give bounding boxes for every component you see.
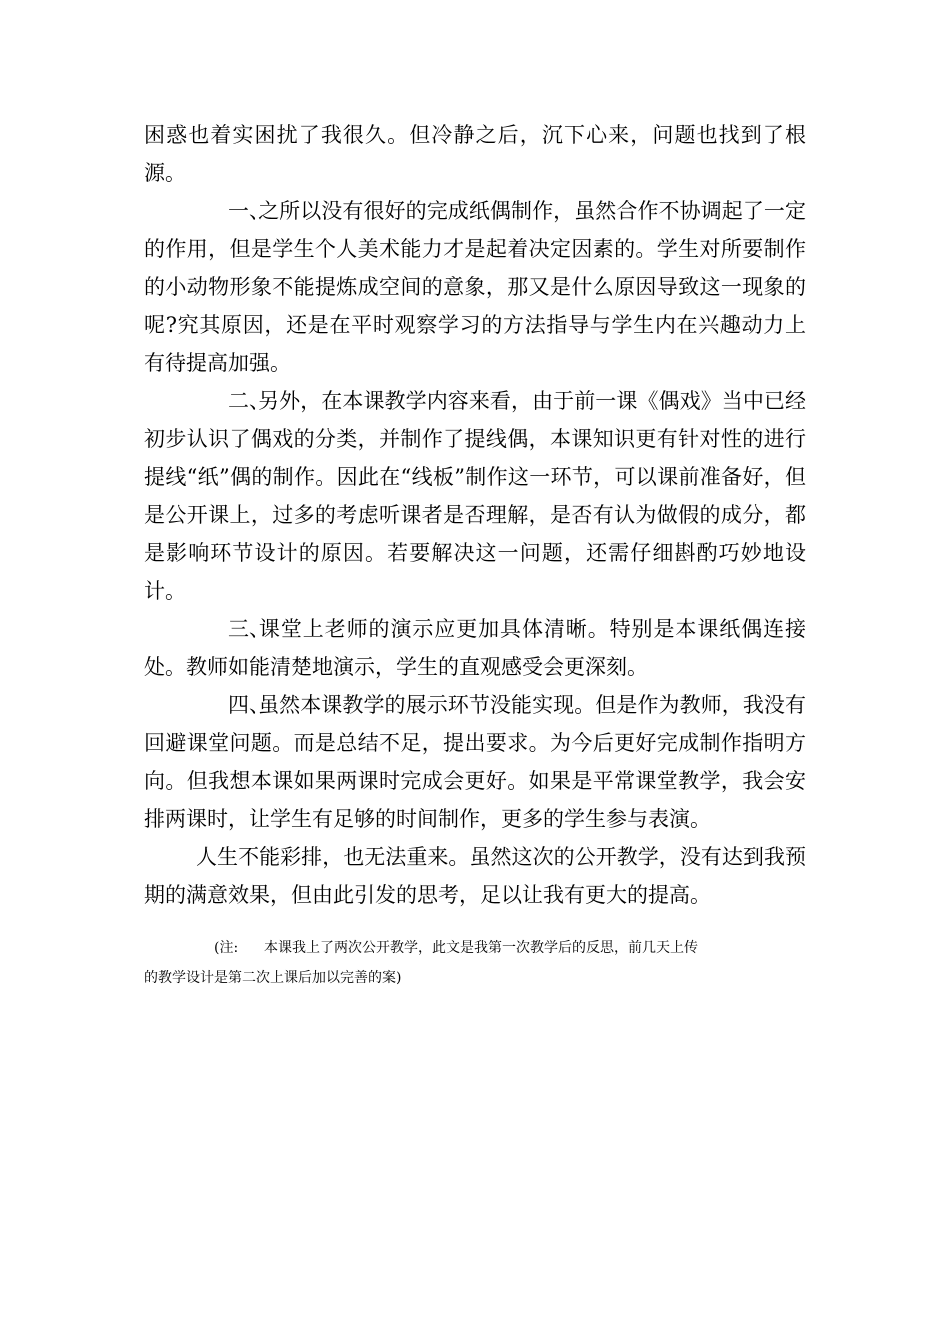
paragraph-text: 人生不能彩排，也无法重来。虽然这次的公开教学，没有达到我预期的满意效果，但由此引发的思考，足以让我有更大的提高。 [144, 845, 806, 907]
footnote-label: (注: [214, 940, 239, 956]
paragraph-point-1 [144, 192, 806, 382]
footnote [144, 933, 806, 993]
footnote-text-1: 本课我上了两次公开教学，此文是我第一次教学后的反思，前几天上传 [264, 940, 698, 956]
paragraph-point-2 [144, 382, 806, 610]
point-number: 一、 [228, 199, 270, 223]
footnote-line-1 [144, 933, 806, 963]
point-number: 三、 [228, 617, 270, 641]
paragraph-text: 之所以没有很好的完成纸偶制作，虽然合作不协调起了一定的作用，但是学生个人美术能力才是起着决定因素的。学生对所要制作的小动物形象不能提炼成空间的意象，那又是什么原因导致这一现象的呢?究其原因，还是在平时观察学习的方法指导与学生内在兴趣动力上有待提高加强。 [144, 199, 806, 375]
document-body [144, 116, 806, 914]
point-number: 四、 [228, 693, 270, 717]
paragraph-continuation [144, 116, 806, 192]
point-number: 二、 [228, 389, 270, 413]
paragraph-text: 另外，在本课教学内容来看，由于前一课《偶戏》当中已经初步认识了偶戏的分类，并制作了提线偶，本课知识更有针对性的进行提线“纸”偶的制作。因此在“线板”制作这一环节，可以课前准备好，但是公开课上，过多的考虑听课者是否理解，是否有认为做假的成分，都是影响环节设计的原因。若要解决这一问题，还需仔细斟酌巧妙地设计。 [144, 389, 806, 603]
paragraph-text: 困惑也着实困扰了我很久。但冷静之后，沉下心来，问题也找到了根源。 [144, 123, 806, 185]
paragraph-point-3 [144, 610, 806, 686]
footnote-line-2: 的教学设计是第二次上课后加以完善的案) [144, 970, 402, 986]
paragraph-closing [144, 838, 806, 914]
paragraph-text: 虽然本课教学的展示环节没能实现。但是作为教师，我没有回避课堂问题。而是总结不足，提出要求。为今后更好完成制作指明方向。但我想本课如果两课时完成会更好。如果是平常课堂教学，我会安排两课时，让学生有足够的时间制作，更多的学生参与表演。 [144, 693, 806, 831]
paragraph-text: 课堂上老师的演示应更加具体清晰。特别是本课纸偶连接处。教师如能清楚地演示，学生的直观感受会更深刻。 [144, 617, 806, 679]
paragraph-point-4 [144, 686, 806, 838]
